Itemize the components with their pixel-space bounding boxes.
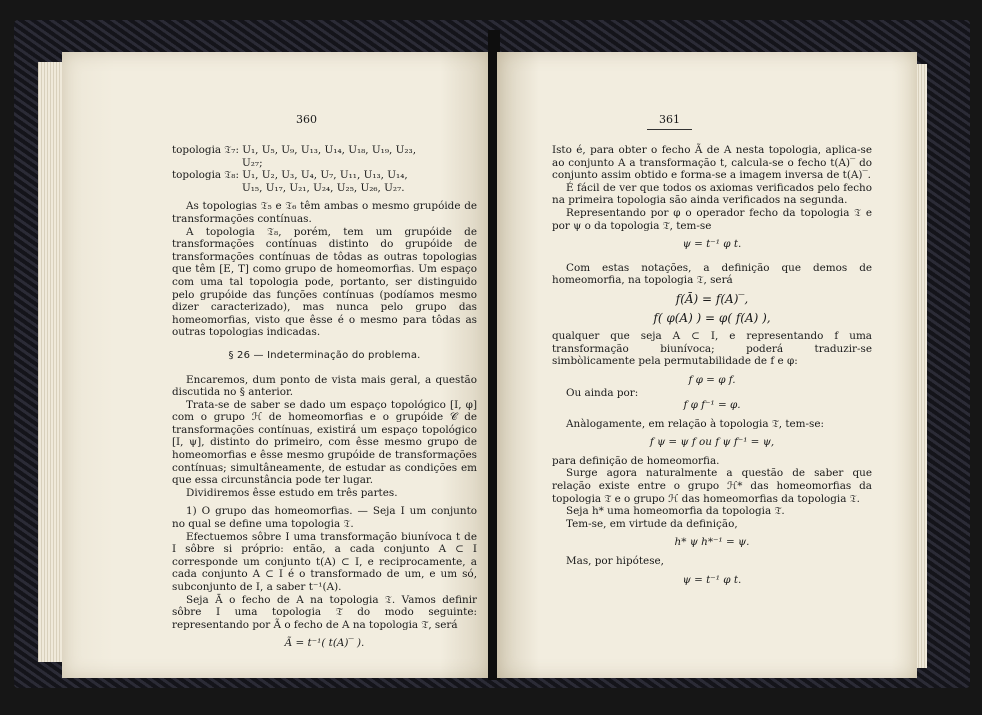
line: topologia 𝔗₇: U₁, U₅, U₉, U₁₃, U₁₄, U₁₈, U₁₉, U₂₃,: [172, 144, 416, 156]
formula: h* ψ h*⁻¹ = ψ.: [674, 536, 750, 549]
paragraph: Surge agora naturalmente a questão de saber que relação existe entre o grupo ℋ* das homeomorfias da topologia 𝔗̃ e o grupo ℋ das homeomorfias da topologia 𝔗.: [552, 467, 872, 505]
line: para definição de homeomorfia.: [552, 454, 720, 467]
paragraph: Anàlogamente, em relação à topologia 𝔗̃, tem-se:: [566, 417, 825, 430]
right-page-text: [552, 144, 872, 586]
formula: f φ = φ f.: [688, 373, 736, 386]
paragraph: Dividiremos êsse estudo em três partes.: [186, 486, 398, 499]
formula: ψ = t⁻¹ φ t.: [682, 238, 742, 251]
paragraph: Encaremos, dum ponto de vista mais geral, a questão discutida no § anterior.: [172, 373, 477, 399]
paragraph: qualquer que seja A ⊂ I, e representando f uma transformação biunívoca; poderá traduzir-se simbòlicamente pela permutabilidade de f e φ:: [552, 330, 872, 368]
paragraph: As topologias 𝔗₅ e 𝔗₆ têm ambas o mesmo grupóide de transformações contínuas.: [172, 200, 477, 225]
formula: f φ f⁻¹ = φ.: [683, 399, 741, 412]
line: Ou ainda por:: [566, 386, 639, 399]
line: Tem-se, em virtude da definição,: [566, 517, 738, 530]
left-page-edges: [38, 62, 64, 662]
paragraph: Representando por φ o operador fecho da topologia 𝔗 e por ψ o da topologia 𝔗̃, tem-se: [552, 206, 872, 232]
formula: Ã = t⁻¹( t(A)‾ ).: [284, 637, 365, 650]
formula: ψ = t⁻¹ φ t.: [682, 573, 742, 586]
left-page-text: [172, 144, 477, 650]
right-page: [497, 52, 917, 678]
left-page: [62, 52, 493, 678]
paragraph: 1) O grupo das homeomorfias. — Seja I um conjunto no qual se define uma topologia 𝔗.: [172, 505, 477, 531]
line: Mas, por hipótese,: [566, 555, 664, 568]
page-number-left: 360: [296, 113, 317, 126]
line: topologia 𝔗₈: U₁, U₂, U₃, U₄, U₇, U₁₁, U₁₃, U₁₄,: [172, 169, 408, 182]
paragraph: Isto é, para obter o fecho Ã de A nesta topologia, aplica-se ao conjunto A a transformação t, calcula-se o fecho t(A)‾ do conjunto assim obtido e forma-se a imagem inversa de t(A)‾.: [552, 144, 872, 182]
paragraph: Efectuemos sôbre I uma transformação biunívoca t de I sôbre si próprio: então, a cada conjunto A ⊂ I corresponde um conjunto t(A) ⊂ I, e reciprocamente, a cada conjunto A ⊂ I é o transformado de um, e um só, subconjunto de I, a saber t⁻¹(A).: [172, 530, 477, 593]
section-heading: § 26 — Indeterminação do problema.: [228, 349, 421, 361]
paragraph: É fácil de ver que todos os axiomas verificados pelo fecho na primeira topologia são ainda verificados na segunda.: [552, 181, 872, 207]
line: Seja h* uma homeomorfia da topologia 𝔗̃.: [566, 505, 785, 518]
formula: f( φ(A) ) = φ( f(A) ),: [653, 310, 771, 325]
formula: f ψ = ψ f ou f ψ f⁻¹ = ψ,: [649, 436, 775, 449]
line: U₂₇;: [242, 156, 263, 169]
paragraph: A topologia 𝔗₈, porém, tem um grupóide de transformações contínuas distinto do grupóide de transformações contínuas de tôdas as outras topologias que têm [E, T] como grupo de homeomorfias. Um espaço com uma tal topologia pode, portanto, ser distinguido pelo grupóide das funções contínuas (podíamos mesmo dizer caracterizado), mas nunca pelo grupo das homeomorfias, visto que êsse é o mesmo para tôdas as outras topologias indicadas.: [172, 225, 477, 339]
page-number-right: 361: [647, 114, 692, 130]
line: U₁₅, U₁₇, U₂₁, U₂₄, U₂₅, U₂₆, U₂₇.: [242, 181, 405, 194]
paragraph: Seja Ā o fecho de A na topologia 𝔗. Vamos definir sôbre I uma topologia 𝔗̃ do modo seguinte: representando por Ã o fecho de A na topologia 𝔗̃, será: [172, 593, 477, 631]
paragraph: Trata-se de saber se dado um espaço topológico [I, φ] com o grupo ℋ de homeomorfias e o grupóide 𝒞 de transformações contínuas, existirá um espaço topológico [I, ψ], distinto do primeiro, com êsse mesmo grupo de homeomorfias e êsse mesmo grupóide de transformações contínuas; simultâneamente, de estudar as condições em que essa circunstância pode ter lugar.: [172, 398, 477, 487]
formula: f(Ā) = f(A)‾,: [675, 291, 749, 306]
paragraph: Com estas notações, a definição que demos de homeomorfia, na topologia 𝔗, será: [552, 261, 872, 287]
